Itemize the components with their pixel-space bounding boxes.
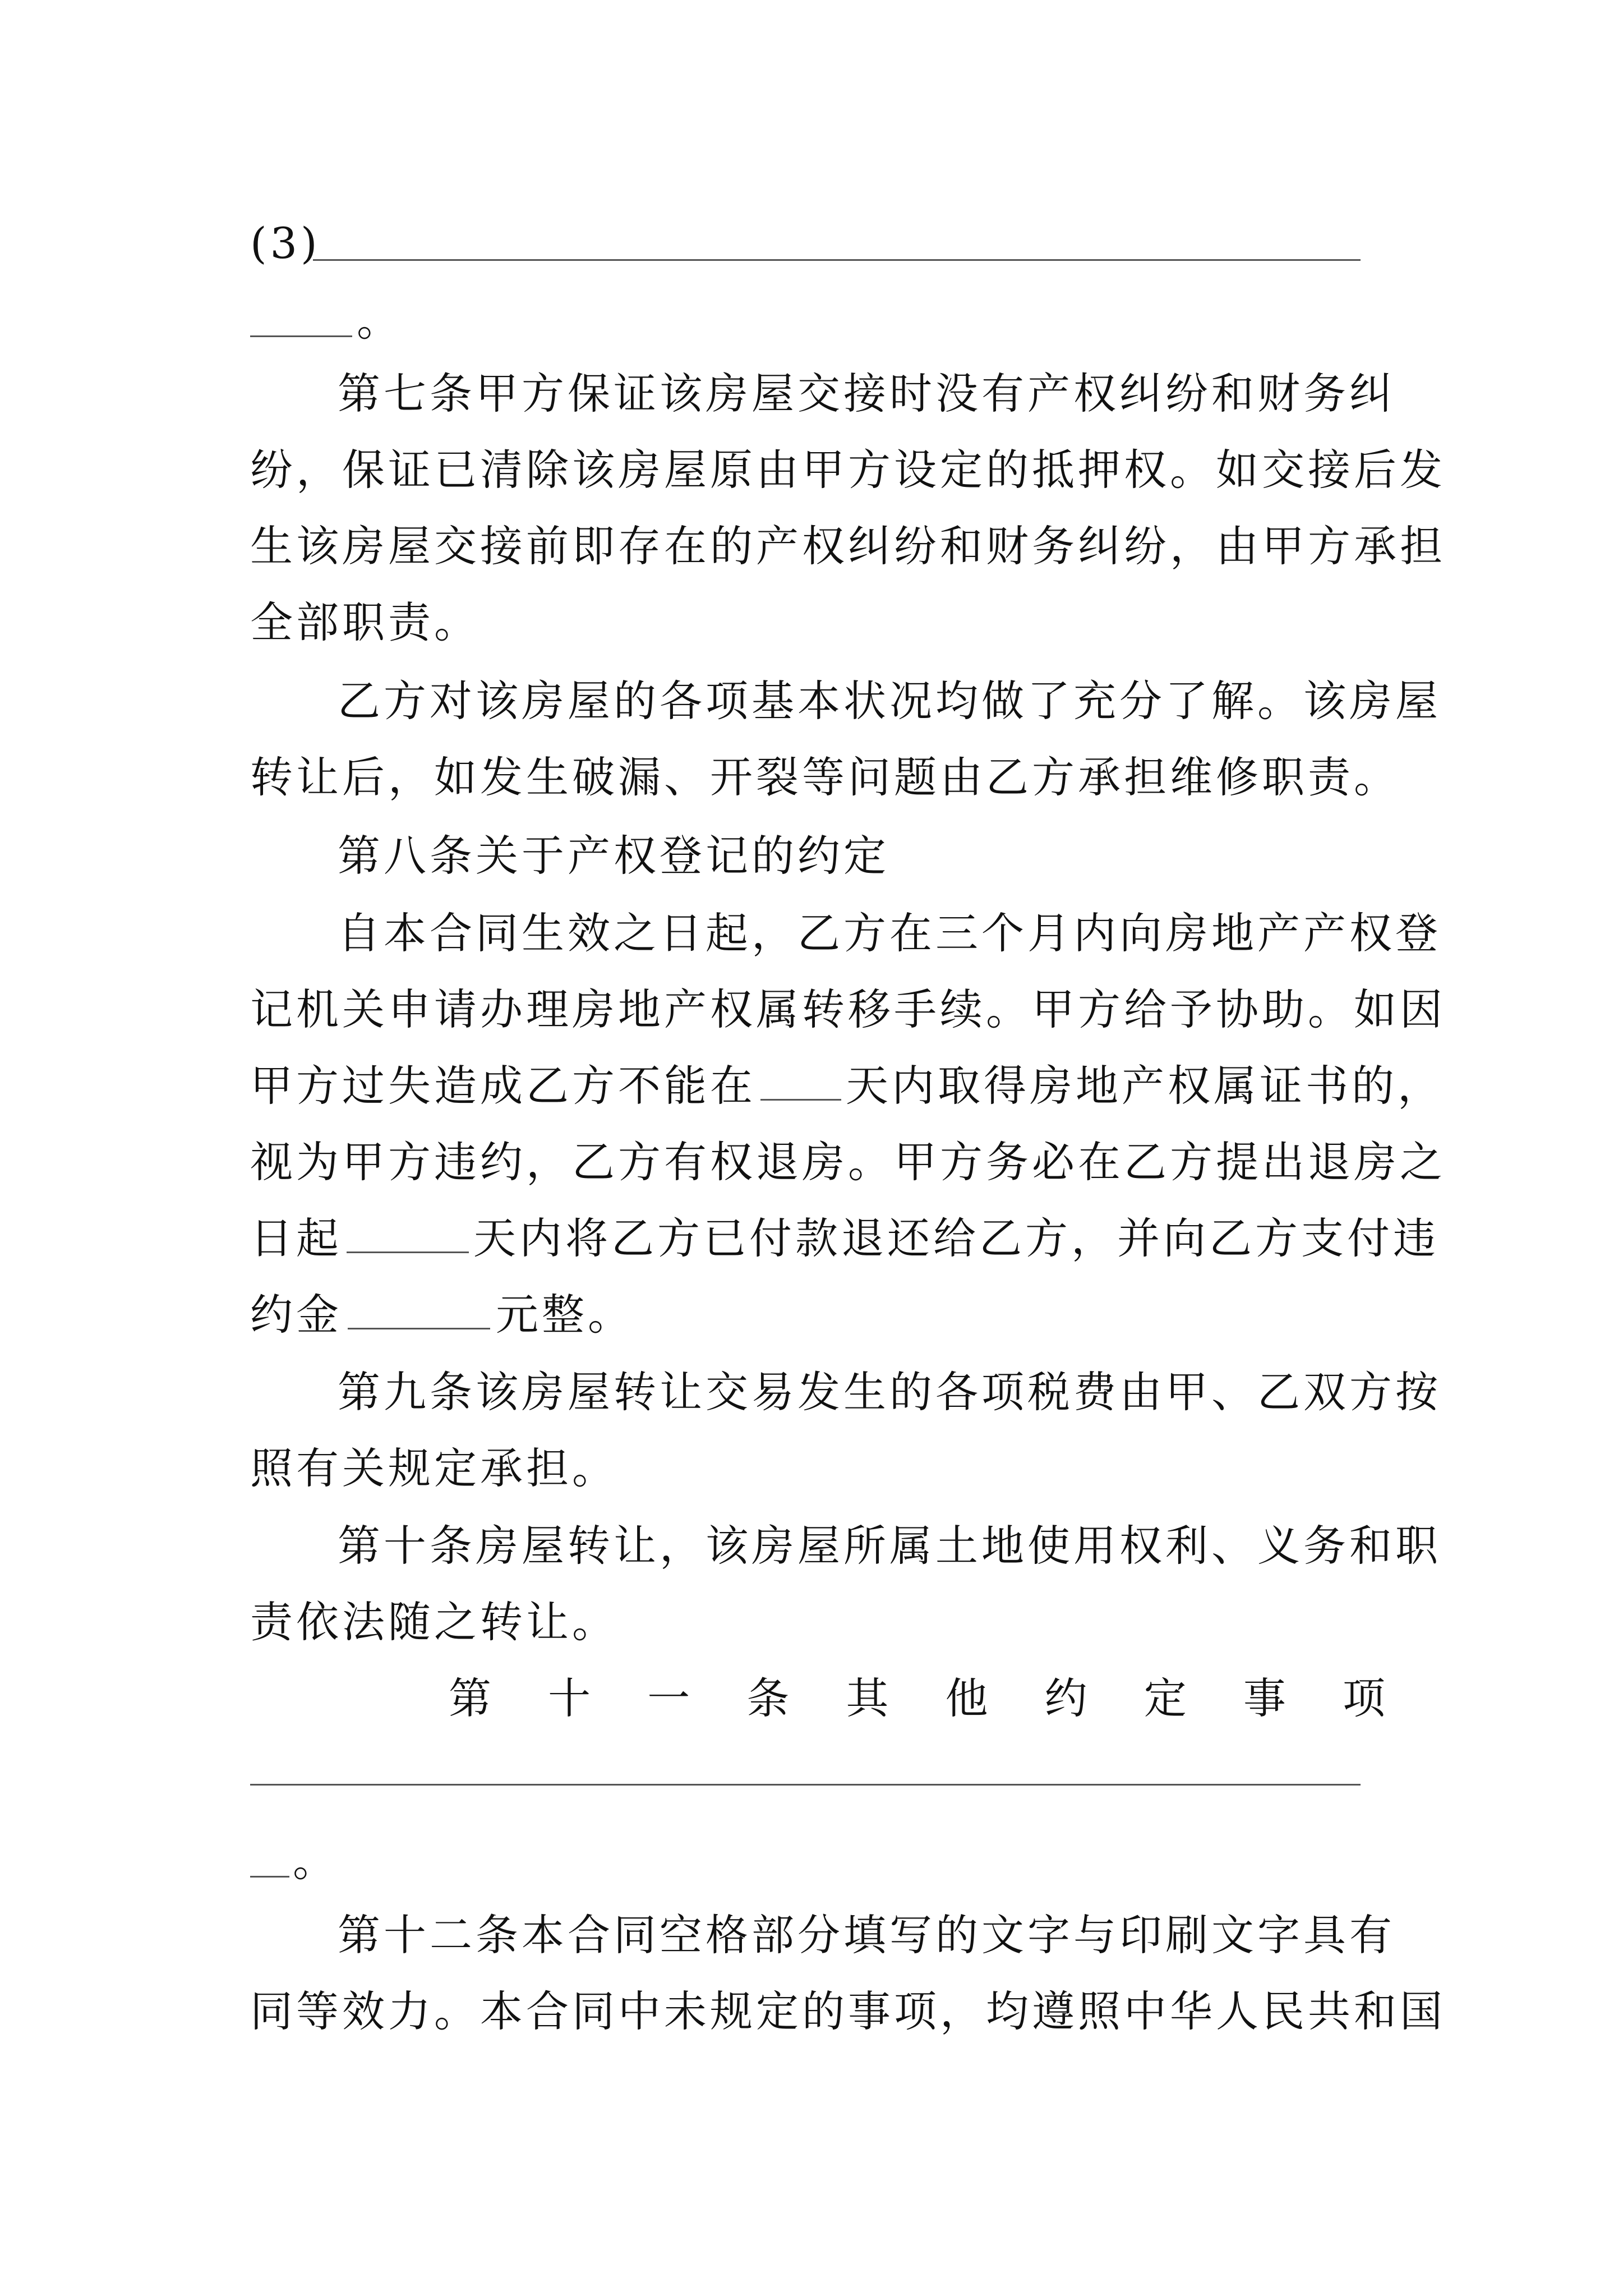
text-segment: 元整。 [496, 1290, 634, 1340]
text-segment: 甲方过失造成乙方不能在 [250, 1061, 756, 1111]
article-12-line-1: 第十二条本合同空格部分填写的文字与印刷文字具有 [338, 1910, 1395, 1960]
article-7-line-2: 纷，保证已清除该房屋原由甲方设定的抵押权。如交接后发 [250, 445, 1446, 495]
article-7-line-4: 全部职责。 [250, 597, 480, 647]
period-text: 。 [357, 296, 403, 346]
text-segment: 天内将乙方已付款退还给乙方，并向乙方支付违 [473, 1213, 1439, 1263]
article-8-line-3 [250, 1058, 1444, 1114]
article-10-line-1: 第十条房屋转让，该房屋所属土地使用权利、义务和职 [338, 1521, 1441, 1571]
article-9-line-1: 第九条该房屋转让交易发生的各项税费由甲、乙双方按 [338, 1367, 1441, 1417]
article-8-heading: 第八条关于产权登记的约定 [338, 831, 889, 881]
text-segment: 约金 [250, 1290, 342, 1340]
fill-in-blank [313, 259, 1361, 261]
article-8-line-5 [250, 1211, 1439, 1267]
article-12-line-2: 同等效力。本合同中未规定的事项，均遵照中华人民共和国 [250, 1986, 1446, 2036]
article-7-line-1: 第七条甲方保证该房屋交接时没有产权纠纷和财务纠 [338, 369, 1395, 418]
article-10-line-2: 责依法随之转让。 [250, 1597, 618, 1647]
article-8-line-4: 视为甲方违约，乙方有权退房。甲方务必在乙方提出退房之 [250, 1137, 1446, 1187]
fill-in-blank [250, 1784, 1361, 1786]
paragraph-line-2: 转让后，如发生破漏、开裂等问题由乙方承担维修职责。 [250, 752, 1400, 802]
paragraph-line-1: 乙方对该房屋的各项基本状况均做了充分了解。该房屋 [338, 676, 1441, 726]
fill-in-blank [250, 1876, 289, 1878]
article-7-line-3: 生该房屋交接前即存在的产权纠纷和财务纠纷，由甲方承担 [250, 521, 1446, 571]
fill-in-blank [348, 1294, 490, 1329]
text-segment: 日起 [250, 1213, 342, 1263]
fill-in-blank [760, 1065, 841, 1101]
article-8-line-2: 记机关申请办理房地产权属转移手续。甲方给予协助。如因 [250, 984, 1446, 1034]
article-9-line-2: 照有关规定承担。 [250, 1443, 618, 1493]
article-8-line-6 [250, 1287, 1389, 1343]
period-text: 。 [293, 1836, 339, 1886]
article-11-heading: 第十一条其他约定事项 [449, 1673, 1389, 1723]
fill-in-blank [250, 335, 352, 337]
sentence-end [293, 1833, 405, 1889]
article-8-line-1: 自本合同生效之日起，乙方在三个月内向房地产产权登 [338, 908, 1441, 958]
text-segment: 天内取得房地产权属证书的， [846, 1061, 1444, 1111]
item-number: (3) [250, 218, 321, 268]
fill-in-blank [347, 1218, 469, 1253]
clause-item-3 [250, 215, 1389, 272]
sentence-end [357, 293, 469, 349]
